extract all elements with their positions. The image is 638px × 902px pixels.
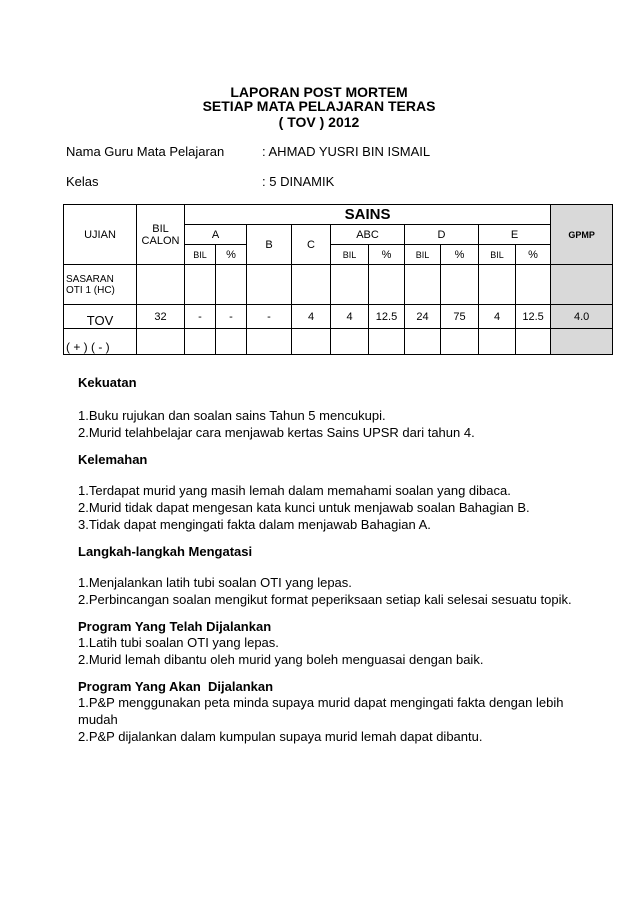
header-bil-calon-line1: BIL (152, 222, 169, 235)
table-cell (441, 265, 479, 305)
table-cell (185, 265, 216, 305)
heading-kelemahan: Kelemahan (78, 452, 148, 467)
table-cell (137, 329, 185, 355)
table-cell (441, 329, 479, 355)
table-cell (185, 329, 216, 355)
table-cell (516, 329, 551, 355)
heading-kekuatan: Kekuatan (78, 375, 137, 390)
header-ujian: UJIAN (64, 205, 137, 265)
kekuatan-line-1: 1.Buku rujukan dan soalan sains Tahun 5 mencukupi. (78, 408, 386, 423)
table-cell (516, 265, 551, 305)
header-grade-a: A (185, 225, 247, 245)
program-akan-line-1: 1.P&P menggunakan peta minda supaya murid dapat mengingati fakta dengan lebih (78, 695, 564, 710)
table-cell (369, 329, 405, 355)
header-a-pct: % (216, 245, 247, 265)
heading-program-akan: Program Yang Akan Dijalankan (78, 679, 274, 694)
header-e-pct: % (516, 245, 551, 265)
kelemahan-line-3: 3.Tidak dapat mengingati fakta dalam menjawab Bahagian A. (78, 517, 431, 532)
title-line-1: LAPORAN POST MORTEM (230, 84, 408, 100)
header-abc-pct: % (369, 245, 405, 265)
row-label-diff: ( + ) ( - ) (64, 329, 137, 355)
tov-d-pct: 75 (441, 305, 479, 329)
results-table (63, 204, 613, 355)
tov-bil-calon: 32 (137, 305, 185, 329)
tov-a-pct: - (216, 305, 247, 329)
kelemahan-line-2: 2.Murid tidak dapat mengesan kata kunci untuk menjawab soalan Bahagian B. (78, 500, 530, 515)
tov-b: - (247, 305, 292, 329)
kekuatan-line-2: 2.Murid telahbelajar cara menjawab kertas Sains UPSR dari tahun 4. (78, 425, 475, 440)
table-cell (551, 265, 613, 305)
table-cell (247, 265, 292, 305)
header-grade-e: E (479, 225, 551, 245)
program-telah-line-1: 1.Latih tubi soalan OTI yang lepas. (78, 635, 279, 650)
table-cell (405, 265, 441, 305)
table-cell (331, 329, 369, 355)
heading-program-telah: Program Yang Telah Dijalankan (78, 619, 272, 634)
program-akan-line-3: 2.P&P dijalankan dalam kumpulan supaya murid lemah dapat dibantu. (78, 729, 483, 744)
header-subject: SAINS (185, 205, 551, 225)
tov-gpmp: 4.0 (551, 305, 613, 329)
tov-abc-bil: 4 (331, 305, 369, 329)
tov-d-bil: 24 (405, 305, 441, 329)
table-cell (405, 329, 441, 355)
tov-abc-pct: 12.5 (369, 305, 405, 329)
header-gpmp: GPMP (551, 205, 613, 265)
header-grade-b: B (247, 225, 292, 265)
langkah-line-1: 1.Menjalankan latih tubi soalan OTI yang lepas. (78, 575, 352, 590)
title-line-2: SETIAP MATA PELAJARAN TERAS (202, 98, 436, 114)
title-line-3: ( TOV ) 2012 (278, 114, 360, 130)
kelemahan-line-1: 1.Terdapat murid yang masih lemah dalam memahami soalan yang dibaca. (78, 483, 511, 498)
table-cell (479, 329, 516, 355)
header-grade-abc: ABC (331, 225, 405, 245)
teacher-label: Nama Guru Mata Pelajaran (66, 144, 225, 159)
teacher-value: : AHMAD YUSRI BIN ISMAIL (262, 144, 431, 159)
header-grade-d: D (405, 225, 479, 245)
langkah-line-2: 2.Perbincangan soalan mengikut format peperiksaan setiap kali selesai sesuatu topik. (78, 592, 572, 607)
header-bil-calon-line2: CALON (141, 234, 180, 247)
table-cell (369, 265, 405, 305)
row-label-sasaran-line1: SASARAN (66, 273, 114, 285)
header-abc-bil: BIL (331, 245, 369, 265)
heading-langkah: Langkah-langkah Mengatasi (78, 544, 253, 559)
header-d-bil: BIL (405, 245, 441, 265)
table-cell (479, 265, 516, 305)
program-akan-line-2: mudah (78, 712, 118, 727)
table-cell (216, 265, 247, 305)
table-cell (137, 265, 185, 305)
table-cell (216, 329, 247, 355)
tov-a-bil: - (185, 305, 216, 329)
header-d-pct: % (441, 245, 479, 265)
header-e-bil: BIL (479, 245, 516, 265)
class-value: : 5 DINAMIK (262, 174, 335, 189)
header-grade-c: C (292, 225, 331, 265)
table-cell (331, 265, 369, 305)
tov-c: 4 (292, 305, 331, 329)
table-cell (292, 265, 331, 305)
row-label-sasaran (64, 265, 137, 305)
program-telah-line-2: 2.Murid lemah dibantu oleh murid yang boleh menguasai dengan baik. (78, 652, 484, 667)
class-label: Kelas (66, 174, 99, 189)
tov-e-bil: 4 (479, 305, 516, 329)
row-label-sasaran-line2: OTI 1 (HC) (66, 284, 115, 296)
table-cell (292, 329, 331, 355)
header-a-bil: BIL (185, 245, 216, 265)
table-cell (551, 329, 613, 355)
header-bil-calon (137, 205, 185, 265)
row-label-tov: TOV (64, 305, 137, 329)
table-cell (247, 329, 292, 355)
tov-e-pct: 12.5 (516, 305, 551, 329)
